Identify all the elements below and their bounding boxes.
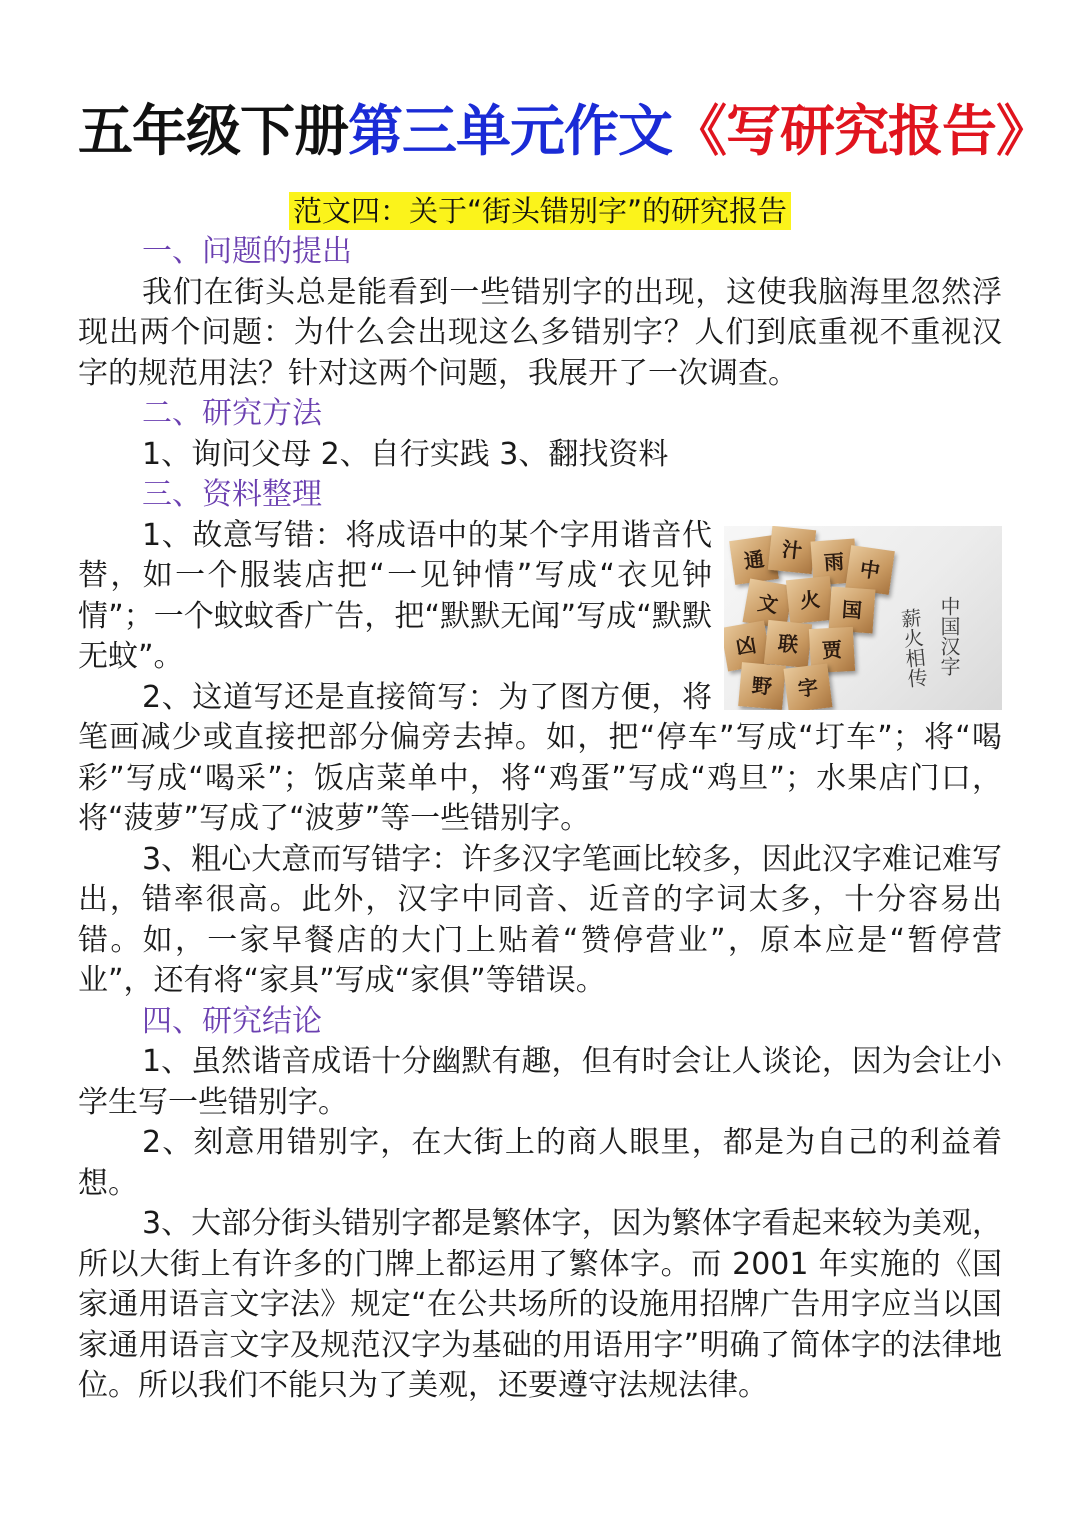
paragraph-problem: 我们在街头总是能看到一些错别字的出现，这使我脑海里忽然浮现出两个问题：为什么会出现这么多错别字？人们到底重视不重视汉字的规范用法？针对这两个问题，我展开了一次调查。	[78, 274, 1002, 391]
wood-block: 国	[829, 586, 876, 633]
report-body	[78, 232, 1002, 1407]
title-part-topic: 《写研究报告》	[672, 98, 1051, 163]
wood-block: 中	[845, 545, 895, 595]
subtitle-row	[78, 192, 1002, 230]
page-title	[78, 96, 1051, 166]
section-heading-method: 二、研究方法	[142, 396, 322, 431]
title-part-grade: 五年级下册	[78, 98, 349, 163]
paragraph-conclusion-3: 3、大部分街头错别字都是繁体字，因为繁体字看起来较为美观，所以大街上有许多的门牌上都运用了繁体字。而 2001 年实施的《国家通用语言文字法》规定“在公共场所的设施用招牌广告用字应当以国家通用语言文字及规范汉字为基础的用语用字”明确了简体字的法律地位。所以我们不能只为了美观，还要遵守法规法律。	[78, 1206, 1002, 1403]
section-heading-conclusion: 四、研究结论	[142, 1003, 322, 1039]
paragraph-conclusion-1: 1、虽然谐音成语十分幽默有趣，但有时会让人谈论，因为会让小学生写一些错别字。	[78, 1044, 1002, 1120]
chinese-characters-photo	[724, 526, 1002, 710]
subtitle-highlight: 范文四：关于“街头错别字”的研究报告	[289, 192, 791, 230]
photo-caption-col2: 薪火相传	[896, 606, 930, 689]
section-heading-material: 三、资料整理	[142, 477, 322, 512]
paragraph-method: 1、询问父母 2、自行实践 3、翻找资料	[142, 436, 669, 472]
paragraph-conclusion-2: 2、刻意用错别字，在大街上的商人眼里，都是为自己的利益着想。	[78, 1125, 1002, 1201]
wood-block: 文	[743, 578, 794, 629]
photo-caption-col1: 中国汉字	[937, 595, 961, 676]
wood-block: 汁	[768, 526, 816, 574]
wood-block: 贾	[809, 626, 855, 672]
wood-block: 雨	[811, 538, 858, 585]
paragraph-material-3: 3、粗心大意而写错字：许多汉字笔画比较多，因此汉字难记难写出，错率很高。此外，汉字中同音、近音的字词太多，十分容易出错。如，一家早餐店的大门上贴着“赞停营业”，原本应是“暂停营业”，还有将“家具”写成“家俱”等错误。	[78, 841, 1002, 998]
title-part-unit: 第三单元作文	[348, 98, 673, 163]
section-heading-problem: 一、问题的提出	[142, 234, 352, 269]
wood-block: 火	[786, 575, 834, 623]
wood-block: 野	[738, 662, 786, 710]
paragraph-material-1: 1、故意写错：将成语中的某个字用谐音代替，如一个服装店把“一见钟情”写成“衣见钟情”；一个蚊蚊香广告，把“默默无闻”写成“默默无蚊”。	[78, 517, 712, 674]
wood-block: 联	[764, 619, 812, 667]
wood-block: 凶	[724, 620, 771, 671]
wood-block: 通	[729, 535, 779, 585]
wood-block: 字	[783, 663, 832, 710]
paragraph-material-2: 2、这道写还是直接简写：为了图方便，将笔画减少或直接把部分偏旁去掉。如，把“停车”写成“圢车”；将“喝彩”写成“喝采”；饭店菜单中，将“鸡蛋”写成“鸡旦”；水果店门口，将“菠萝”写成了“波萝”等一些错别字。	[78, 679, 1002, 836]
